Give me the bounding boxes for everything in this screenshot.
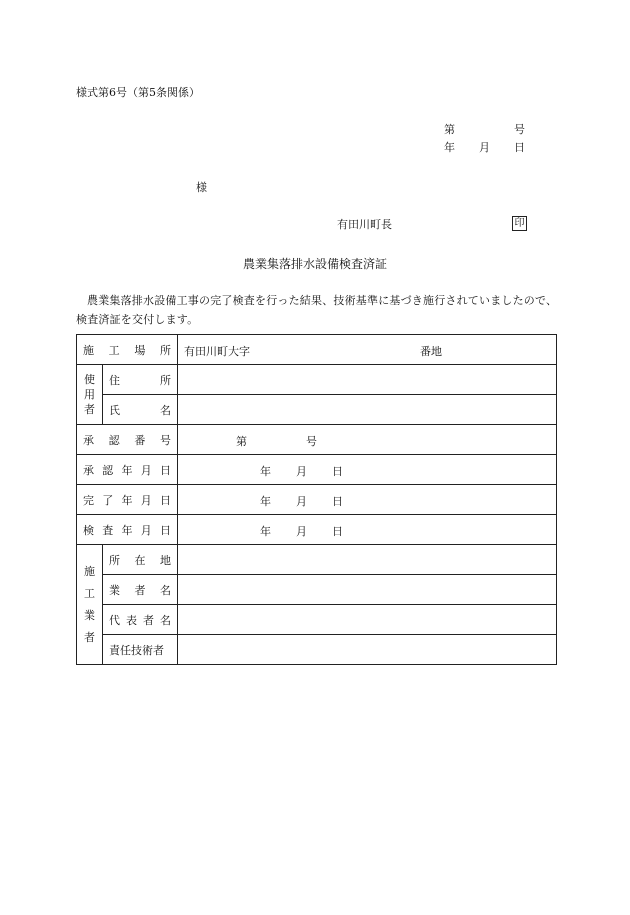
approval-date-field[interactable]: 年 月 日	[178, 455, 557, 485]
table-row	[77, 455, 557, 485]
chief-engineer-label: 責任技術者	[103, 635, 178, 665]
issue-date-day: 日	[514, 141, 525, 154]
contractor-company-label: 業 者 名	[103, 575, 178, 605]
construction-site-field[interactable]	[178, 335, 557, 365]
completion-date-label: 完 了 年 月 日	[77, 485, 178, 515]
contractor-representative-label: 代 表 者 名	[103, 605, 178, 635]
approval-number-label: 承 認 番 号	[77, 425, 178, 455]
certificate-number-prefix: 第	[444, 123, 455, 136]
user-name-field[interactable]	[178, 395, 557, 425]
issue-date-year: 年	[444, 141, 455, 154]
contractor-location-field[interactable]	[178, 545, 557, 575]
certificate-table	[76, 334, 557, 665]
approval-number-field[interactable]: 第 号	[178, 425, 557, 455]
table-row	[77, 545, 557, 575]
table-row	[77, 605, 557, 635]
body-text: 農業集落排水設備工事の完了検査を行った結果、技術基準に基づき施行されていましたので、検査済証を交付します。	[76, 294, 558, 326]
addressee-honorific: 様	[196, 181, 207, 194]
table-row	[77, 575, 557, 605]
construction-site-prefix: 有田川町大字	[184, 344, 250, 358]
issue-date-month: 月	[479, 141, 490, 154]
user-address-label: 住 所	[103, 365, 178, 395]
inspection-date-field[interactable]: 年 月 日	[178, 515, 557, 545]
contractor-location-label: 所 在 地	[103, 545, 178, 575]
table-row	[77, 425, 557, 455]
user-address-field[interactable]	[178, 365, 557, 395]
table-row	[77, 515, 557, 545]
contractor-company-field[interactable]	[178, 575, 557, 605]
approval-date-label: 承 認 年 月 日	[77, 455, 178, 485]
form-number: 様式第6号（第5条関係）	[76, 86, 200, 99]
table-row	[77, 335, 557, 365]
completion-date-field[interactable]: 年 月 日	[178, 485, 557, 515]
certificate-number-suffix: 号	[514, 123, 525, 136]
inspection-date-label: 検 査 年 月 日	[77, 515, 178, 545]
seal-mark: 印	[512, 216, 527, 231]
table-row	[77, 365, 557, 395]
table-row	[77, 395, 557, 425]
contractor-representative-field[interactable]	[178, 605, 557, 635]
user-name-label: 氏 名	[103, 395, 178, 425]
table-row	[77, 635, 557, 665]
construction-site-label: 施 工 場 所	[77, 335, 178, 365]
chief-engineer-field[interactable]	[178, 635, 557, 665]
construction-site-suffix: 番地	[420, 344, 442, 358]
table-row	[77, 485, 557, 515]
user-group-label: 使 用 者	[77, 365, 103, 425]
document-title: 農業集落排水設備検査済証	[242, 257, 387, 271]
contractor-group-label: 施 工 業 者	[77, 545, 103, 665]
issuer-name: 有田川町長	[337, 218, 392, 231]
